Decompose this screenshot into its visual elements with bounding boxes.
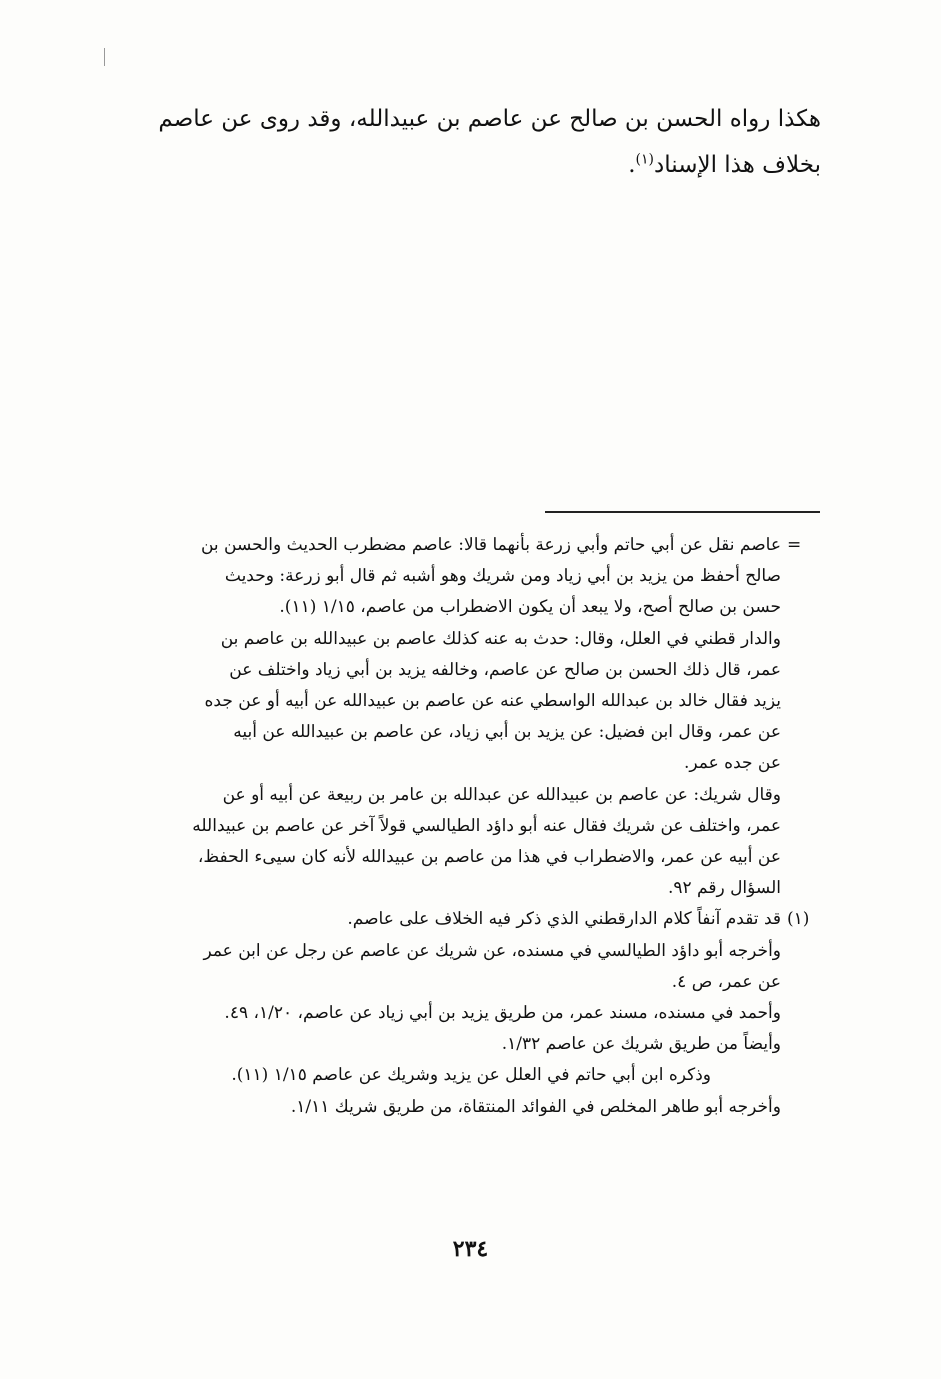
footnote-line: وأحمد في مسنده، مسند عمر، من طريق يزيد بن أبي زياد عن عاصم، ١/٢٠، ٤٩.: [224, 1003, 781, 1024]
footnote-line: عمر، قال ذلك الحسن بن صالح عن عاصم، وخالفه يزيد بن أبي زياد واختلف عن: [229, 659, 781, 680]
footnote-line: عاصم نقل عن أبي حاتم وأبي زرعة بأنهما قالا: عاصم مضطرب الحديث والحسن بن: [200, 535, 781, 555]
footnote-1-marker: (١): [787, 909, 810, 930]
footnote-line: يزيد فقال خالد بن عبدالله الواسطي عنه عن عاصم بن عبيدالله عن أبيه أو عن جده: [204, 691, 781, 712]
footnote-line: قد تقدم آنفاً كلام الدارقطني الذي ذكر فيه الخلاف على عاصم.: [347, 909, 781, 930]
footnote-reference[interactable]: (١): [635, 151, 654, 168]
footnote-continuation: [121, 530, 821, 904]
footnote-line: وقال شريك: عن عاصم بن عبيدالله عن عبدالله بن عامر بن ربيعة عن أبيه أو عن: [222, 784, 781, 805]
footnote-line: عن عمر، ص ٤.: [671, 971, 781, 992]
main-line-2-text: بخلاف هذا الإسناد: [654, 152, 821, 178]
main-text: [121, 96, 821, 188]
footnote-line: وأخرجه أبو طاهر المخلص في الفوائد المنتقاة، من طريق شريك ١/١١.: [290, 1096, 781, 1117]
footnote-1: [121, 904, 821, 1122]
margin-mark: [104, 48, 105, 66]
main-line-2: [121, 142, 821, 188]
end-punct: .: [628, 152, 636, 178]
footnote-line: وأخرجه أبو داؤد الطيالسي في مسنده، عن شريك عن عاصم عن رجل عن ابن عمر: [203, 940, 781, 961]
footnote-line: عن عمر، وقال ابن فضيل: عن يزيد بن أبي زياد، عن عاصم بن عبيدالله عن أبيه: [233, 722, 781, 743]
footnote-separator: [545, 511, 820, 513]
footnote-line: صالح أحفظ من يزيد بن أبي زياد ومن شريك وهو أشبه ثم قال أبو زرعة: وحديث: [224, 566, 781, 587]
footnote-line: حسن بن صالح أصح، ولا يبعد أن يكون الاضطراب من عاصم، ١/١٥ (١١).: [279, 597, 781, 618]
page-number: ٢٣٤: [452, 1236, 489, 1262]
footnote-line: والدار قطني في العلل، وقال: حدث به عنه كذلك عاصم بن عبيدالله بن عاصم بن: [220, 628, 781, 649]
footnote-line: وأيضاً من طريق شريك عن عاصم ١/٣٢.: [501, 1034, 781, 1055]
footnote-line-indented: وذكره ابن أبي حاتم في العلل عن يزيد وشريك عن عاصم ١/١٥ (١١).: [231, 1065, 711, 1086]
continuation-marker: =: [787, 535, 802, 555]
footnote-line: عن أبيه عن عمر، والاضطراب في هذا من عاصم بن عبيدالله لأنه كان سيىء الحفظ،: [197, 847, 781, 868]
main-line-1: هكذا رواه الحسن بن صالح عن عاصم بن عبيدالله، وقد روى عن عاصم: [158, 106, 821, 132]
footnote-line: السؤال رقم ٩٢.: [667, 878, 781, 899]
footnote-line: عن جده عمر.: [684, 753, 781, 774]
footnotes: [121, 530, 821, 1123]
footnote-line: عمر، واختلف عن شريك فقال عنه أبو داؤد الطيالسي قولاً آخر عن عاصم بن عبيدالله: [192, 815, 781, 836]
